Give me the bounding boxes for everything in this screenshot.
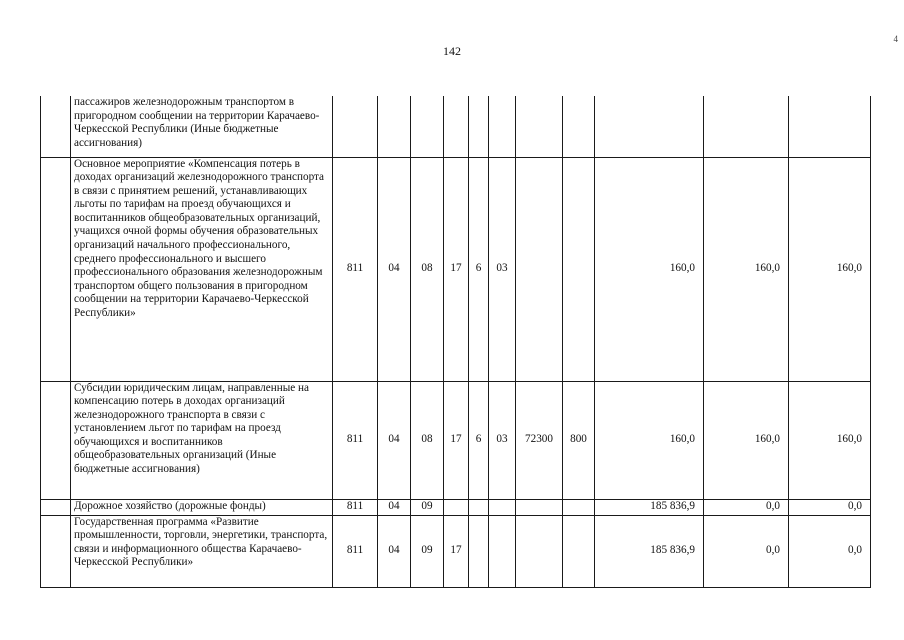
program-code	[444, 499, 469, 515]
sum-year-1: 185 836,9	[595, 515, 704, 587]
direction-code	[516, 157, 563, 381]
subsection-code: 08	[411, 157, 444, 381]
sum-year-2: 160,0	[704, 381, 789, 499]
sum-year-1: 185 836,9	[595, 499, 704, 515]
program-code: 17	[444, 515, 469, 587]
sum-year-3	[789, 96, 871, 157]
direction-code: 72300	[516, 381, 563, 499]
subsection-code: 08	[411, 381, 444, 499]
sum-year-2	[704, 96, 789, 157]
row-name: Основное мероприятие «Компенсация потерь в доходах организаций железнодорожного транспорта в связи с принятием решений, устанавливающих льготы по тарифам на проезд обучающихся и воспитанников общеобразовательных организаций, учащихся очной формы обучения образовательных организаций начального профессионального, среднего профессионального и высшего профессионального образования железнодорожным транспортом общего пользования в пригородном сообщении на территории Карачаево-Черкесской Республики»	[71, 157, 333, 381]
row-number-cell	[41, 381, 71, 499]
program-code	[444, 96, 469, 157]
expense-type-code	[563, 96, 595, 157]
sum-year-1	[595, 96, 704, 157]
admin-code: 811	[333, 499, 378, 515]
event-code	[489, 515, 516, 587]
table-row	[41, 381, 871, 499]
event-code: 03	[489, 157, 516, 381]
admin-code: 811	[333, 515, 378, 587]
section-code: 04	[378, 515, 411, 587]
subsection-code	[411, 96, 444, 157]
sum-year-3: 160,0	[789, 381, 871, 499]
sum-year-3: 160,0	[789, 157, 871, 381]
sum-year-2: 0,0	[704, 499, 789, 515]
subsection-code: 09	[411, 499, 444, 515]
row-name: Государственная программа «Развитие промышленности, торговли, энергетики, транспорта, связи и информационного общества Карачаево-Черкесской Республики»	[71, 515, 333, 587]
admin-code: 811	[333, 157, 378, 381]
event-code: 03	[489, 381, 516, 499]
sum-year-1: 160,0	[595, 157, 704, 381]
subprogram-code	[469, 499, 489, 515]
program-code: 17	[444, 157, 469, 381]
row-name: пассажиров железнодорожным транспортом в пригородном сообщении на территории Карачаево-Черкесской Республики (Иные бюджетные ассигнования)	[71, 96, 333, 157]
row-number-cell	[41, 96, 71, 157]
sum-year-1: 160,0	[595, 381, 704, 499]
sum-year-2: 0,0	[704, 515, 789, 587]
table-row	[41, 96, 871, 157]
direction-code	[516, 515, 563, 587]
expense-type-code	[563, 499, 595, 515]
row-name: Дорожное хозяйство (дорожные фонды)	[71, 499, 333, 515]
sum-year-3: 0,0	[789, 515, 871, 587]
page-number: 142	[443, 44, 461, 58]
row-number-cell	[41, 515, 71, 587]
expense-type-code: 800	[563, 381, 595, 499]
budget-table	[40, 96, 871, 588]
sum-year-3: 0,0	[789, 499, 871, 515]
sum-year-2: 160,0	[704, 157, 789, 381]
section-code: 04	[378, 499, 411, 515]
subprogram-code: 6	[469, 157, 489, 381]
row-name: Субсидии юридическим лицам, направленные на компенсацию потерь в доходах организаций железнодорожного транспорта в связи с установлением льгот по тарифам на проезд обучающихся и воспитанников общеобразовательных организаций (Иные бюджетные ассигнования)	[71, 381, 333, 499]
table-row	[41, 515, 871, 587]
row-number-cell	[41, 157, 71, 381]
table-row	[41, 499, 871, 515]
event-code	[489, 499, 516, 515]
admin-code: 811	[333, 381, 378, 499]
event-code	[489, 96, 516, 157]
subprogram-code: 6	[469, 381, 489, 499]
subprogram-code	[469, 515, 489, 587]
table-row	[41, 157, 871, 381]
program-code: 17	[444, 381, 469, 499]
expense-type-code	[563, 157, 595, 381]
direction-code	[516, 96, 563, 157]
section-code: 04	[378, 157, 411, 381]
subprogram-code	[469, 96, 489, 157]
subsection-code: 09	[411, 515, 444, 587]
section-code: 04	[378, 381, 411, 499]
expense-type-code	[563, 515, 595, 587]
row-number-cell	[41, 499, 71, 515]
section-code	[378, 96, 411, 157]
direction-code	[516, 499, 563, 515]
corner-mark: 4	[893, 34, 898, 44]
admin-code	[333, 96, 378, 157]
